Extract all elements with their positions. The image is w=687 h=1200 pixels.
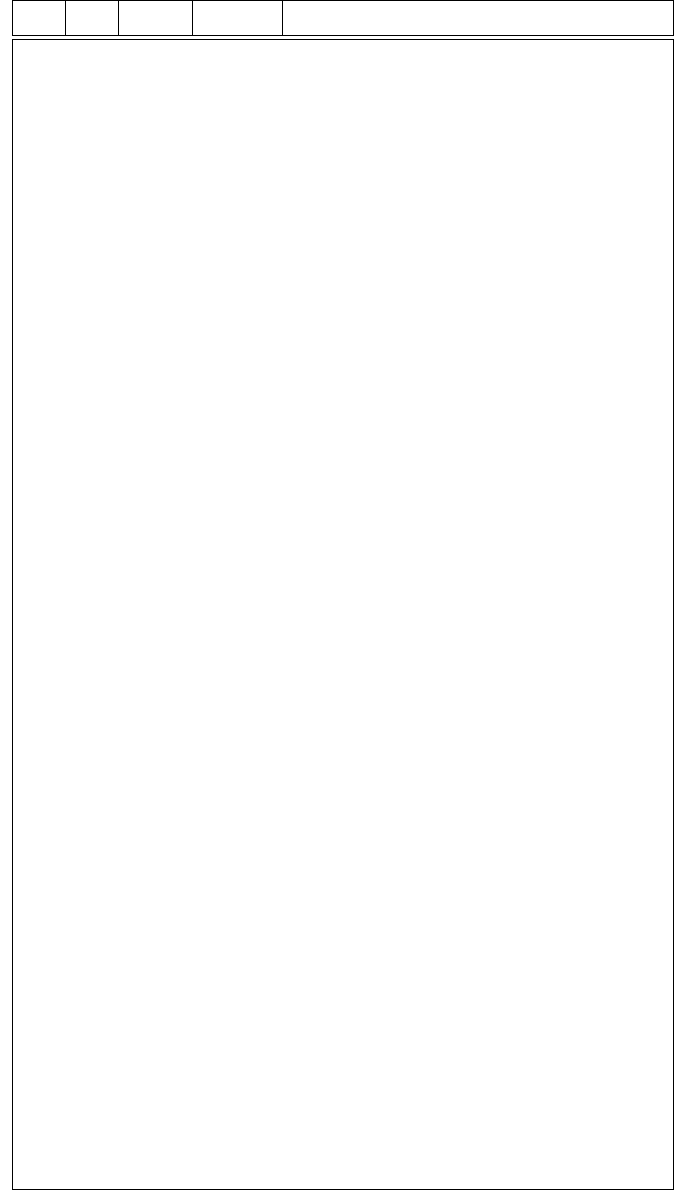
header-month — [12, 0, 66, 36]
header-time — [193, 0, 283, 36]
header-weekday — [119, 0, 193, 36]
schedule-table — [12, 39, 674, 1190]
header-performers — [283, 0, 674, 36]
header-day — [66, 0, 119, 36]
